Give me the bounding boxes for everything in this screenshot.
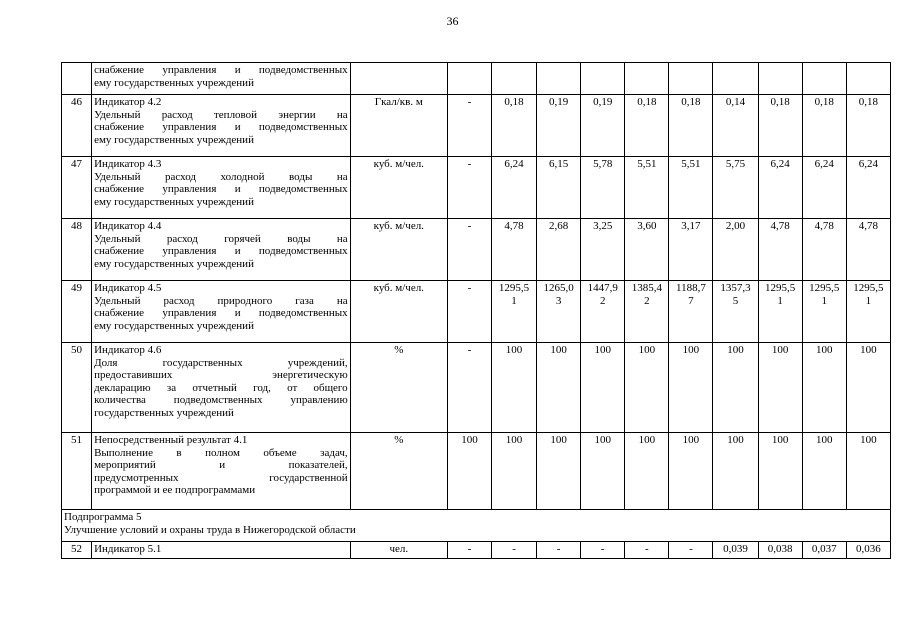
table-row xyxy=(62,157,891,219)
value-cell: 0,19 xyxy=(581,95,625,157)
value-cell: 3,25 xyxy=(581,219,625,281)
value-cell: 100 xyxy=(537,433,581,510)
indicator-description xyxy=(92,63,351,95)
value-cell: 6,24 xyxy=(802,157,846,219)
table-body xyxy=(62,63,891,559)
description-line: снабжение управления и подведомственных xyxy=(94,245,348,257)
description-line: ему государственных учреждений xyxy=(94,319,254,332)
description-line: ему государственных учреждений xyxy=(94,257,254,270)
description-line: количества подведомственных управлению xyxy=(94,394,348,406)
unit-cell: чел. xyxy=(350,542,447,559)
value-cell: 6,24 xyxy=(846,157,890,219)
indicator-title: Индикатор 4.3 xyxy=(94,158,162,170)
value-cell: 0,18 xyxy=(492,95,537,157)
indicator-description xyxy=(92,542,351,559)
unit-cell: куб. м/чел. xyxy=(350,281,447,343)
value-cell: 1357,3 5 xyxy=(713,281,758,343)
row-number-cell xyxy=(62,63,92,95)
value-cell: 0,18 xyxy=(625,95,669,157)
indicator-description xyxy=(92,157,351,219)
value-cell: - xyxy=(447,157,491,219)
value-cell: 0,18 xyxy=(758,95,802,157)
description-line: государственных учреждений xyxy=(94,406,234,419)
description-line: декларацию за отчетный год, от общего xyxy=(94,381,348,394)
row-number-cell: 51 xyxy=(62,433,92,510)
value-cell: - xyxy=(669,542,713,559)
value-cell xyxy=(846,63,890,95)
indicator-title: Индикатор 4.2 xyxy=(94,96,162,108)
value-cell: 100 xyxy=(846,433,890,510)
table-row xyxy=(62,343,891,433)
value-cell: 100 xyxy=(625,343,669,433)
value-cell: 100 xyxy=(581,343,625,433)
table-row xyxy=(62,542,891,559)
value-cell: 100 xyxy=(492,343,537,433)
value-cell: 4,78 xyxy=(802,219,846,281)
description-line: снабжение управления и подведомственных xyxy=(94,121,348,133)
row-number-cell: 47 xyxy=(62,157,92,219)
row-number-cell: 50 xyxy=(62,343,92,433)
value-cell: - xyxy=(581,542,625,559)
value-cell: 6,24 xyxy=(492,157,537,219)
value-cell: 100 xyxy=(669,433,713,510)
description-line: предоставивших энергетическую xyxy=(94,369,348,381)
description-line: снабжение управления и подведомственных xyxy=(94,183,348,195)
indicator-description xyxy=(92,433,351,510)
indicator-title: Индикатор 4.4 xyxy=(94,220,162,232)
value-cell: 0,039 xyxy=(713,542,758,559)
value-cell: 0,18 xyxy=(802,95,846,157)
value-cell: - xyxy=(625,542,669,559)
value-cell: - xyxy=(492,542,537,559)
value-cell: 0,14 xyxy=(713,95,758,157)
value-cell: 100 xyxy=(713,343,758,433)
value-cell: - xyxy=(447,219,491,281)
unit-cell: % xyxy=(350,433,447,510)
unit-cell: % xyxy=(350,343,447,433)
value-cell: 0,037 xyxy=(802,542,846,559)
value-cell: 0,036 xyxy=(846,542,890,559)
value-cell: 100 xyxy=(758,343,802,433)
value-cell: 3,60 xyxy=(625,219,669,281)
unit-cell: куб. м/чел. xyxy=(350,219,447,281)
table-row xyxy=(62,433,891,510)
value-cell: - xyxy=(447,343,491,433)
value-cell: 5,78 xyxy=(581,157,625,219)
description-line: Выполнение в полном объеме задач, xyxy=(94,446,348,459)
indicator-description xyxy=(92,281,351,343)
value-cell: 0,038 xyxy=(758,542,802,559)
value-cell: 100 xyxy=(802,343,846,433)
indicator-title: Индикатор 5.1 xyxy=(94,543,162,555)
value-cell xyxy=(758,63,802,95)
description-line: Удельный расход холодной воды на xyxy=(94,170,348,183)
unit-cell: куб. м/чел. xyxy=(350,157,447,219)
value-cell: 5,75 xyxy=(713,157,758,219)
page-number: 36 xyxy=(446,14,459,28)
description-line: снабжение управления и подведомственных xyxy=(94,64,348,76)
value-cell: - xyxy=(447,95,491,157)
value-cell: 5,51 xyxy=(625,157,669,219)
value-cell xyxy=(713,63,758,95)
table-row-continuation xyxy=(62,63,891,95)
unit-cell: Гкал/кв. м xyxy=(350,95,447,157)
subprogram-title: Подпрограмма 5 xyxy=(64,511,142,523)
subprogram-subtitle: Улучшение условий и охраны труда в Нижегородской области xyxy=(64,523,356,536)
value-cell xyxy=(625,63,669,95)
value-cell: 4,78 xyxy=(846,219,890,281)
value-cell: 6,15 xyxy=(537,157,581,219)
indicator-title: Непосредственный результат 4.1 xyxy=(94,434,248,446)
unit-cell xyxy=(350,63,447,95)
value-cell: 100 xyxy=(492,433,537,510)
description-line: ему государственных учреждений xyxy=(94,133,254,146)
value-cell: 1447,9 2 xyxy=(581,281,625,343)
row-number-cell: 49 xyxy=(62,281,92,343)
value-cell: 100 xyxy=(537,343,581,433)
description-line: Удельный расход природного газа на xyxy=(94,294,348,307)
value-cell: 100 xyxy=(625,433,669,510)
value-cell: 100 xyxy=(669,343,713,433)
indicator-description xyxy=(92,219,351,281)
table-row xyxy=(62,95,891,157)
row-number-cell: 48 xyxy=(62,219,92,281)
table-row xyxy=(62,219,891,281)
value-cell: 0,18 xyxy=(669,95,713,157)
row-number-cell: 46 xyxy=(62,95,92,157)
value-cell xyxy=(581,63,625,95)
value-cell xyxy=(447,63,491,95)
value-cell: - xyxy=(537,542,581,559)
value-cell: 1295,5 1 xyxy=(758,281,802,343)
value-cell: - xyxy=(447,542,491,559)
table-row xyxy=(62,281,891,343)
value-cell xyxy=(669,63,713,95)
description-line: Удельный расход горячей воды на xyxy=(94,232,348,245)
value-cell: 4,78 xyxy=(492,219,537,281)
value-cell: 100 xyxy=(713,433,758,510)
value-cell: 1295,5 1 xyxy=(492,281,537,343)
value-cell xyxy=(492,63,537,95)
value-cell: 2,00 xyxy=(713,219,758,281)
subprogram-cell xyxy=(62,510,891,542)
value-cell: 100 xyxy=(581,433,625,510)
value-cell: 1188,7 7 xyxy=(669,281,713,343)
description-line: Удельный расход тепловой энергии на xyxy=(94,108,348,121)
indicator-description xyxy=(92,343,351,433)
value-cell xyxy=(537,63,581,95)
value-cell: 3,17 xyxy=(669,219,713,281)
description-line: ему государственных учреждений xyxy=(94,195,254,208)
description-line: мероприятий и показателей, xyxy=(94,459,348,471)
value-cell: 1385,4 2 xyxy=(625,281,669,343)
row-number-cell: 52 xyxy=(62,542,92,559)
value-cell: 0,18 xyxy=(846,95,890,157)
value-cell: - xyxy=(447,281,491,343)
description-line: предусмотренных государственной xyxy=(94,471,348,484)
subprogram-row xyxy=(62,510,891,542)
indicator-title: Индикатор 4.5 xyxy=(94,282,162,294)
indicator-title: Индикатор 4.6 xyxy=(94,344,162,356)
value-cell: 1295,5 1 xyxy=(846,281,890,343)
description-line: программой и ее подпрограммами xyxy=(94,484,256,496)
value-cell: 100 xyxy=(846,343,890,433)
indicators-table xyxy=(61,62,891,559)
value-cell: 0,19 xyxy=(537,95,581,157)
value-cell: 1295,5 1 xyxy=(802,281,846,343)
description-line: ему государственных учреждений xyxy=(94,76,254,89)
value-cell: 4,78 xyxy=(758,219,802,281)
description-line: Доля государственных учреждений, xyxy=(94,356,348,369)
value-cell: 100 xyxy=(447,433,491,510)
value-cell: 2,68 xyxy=(537,219,581,281)
value-cell: 100 xyxy=(802,433,846,510)
description-line: снабжение управления и подведомственных xyxy=(94,307,348,319)
value-cell: 6,24 xyxy=(758,157,802,219)
value-cell xyxy=(802,63,846,95)
value-cell: 100 xyxy=(758,433,802,510)
value-cell: 1265,0 3 xyxy=(537,281,581,343)
indicator-description xyxy=(92,95,351,157)
value-cell: 5,51 xyxy=(669,157,713,219)
